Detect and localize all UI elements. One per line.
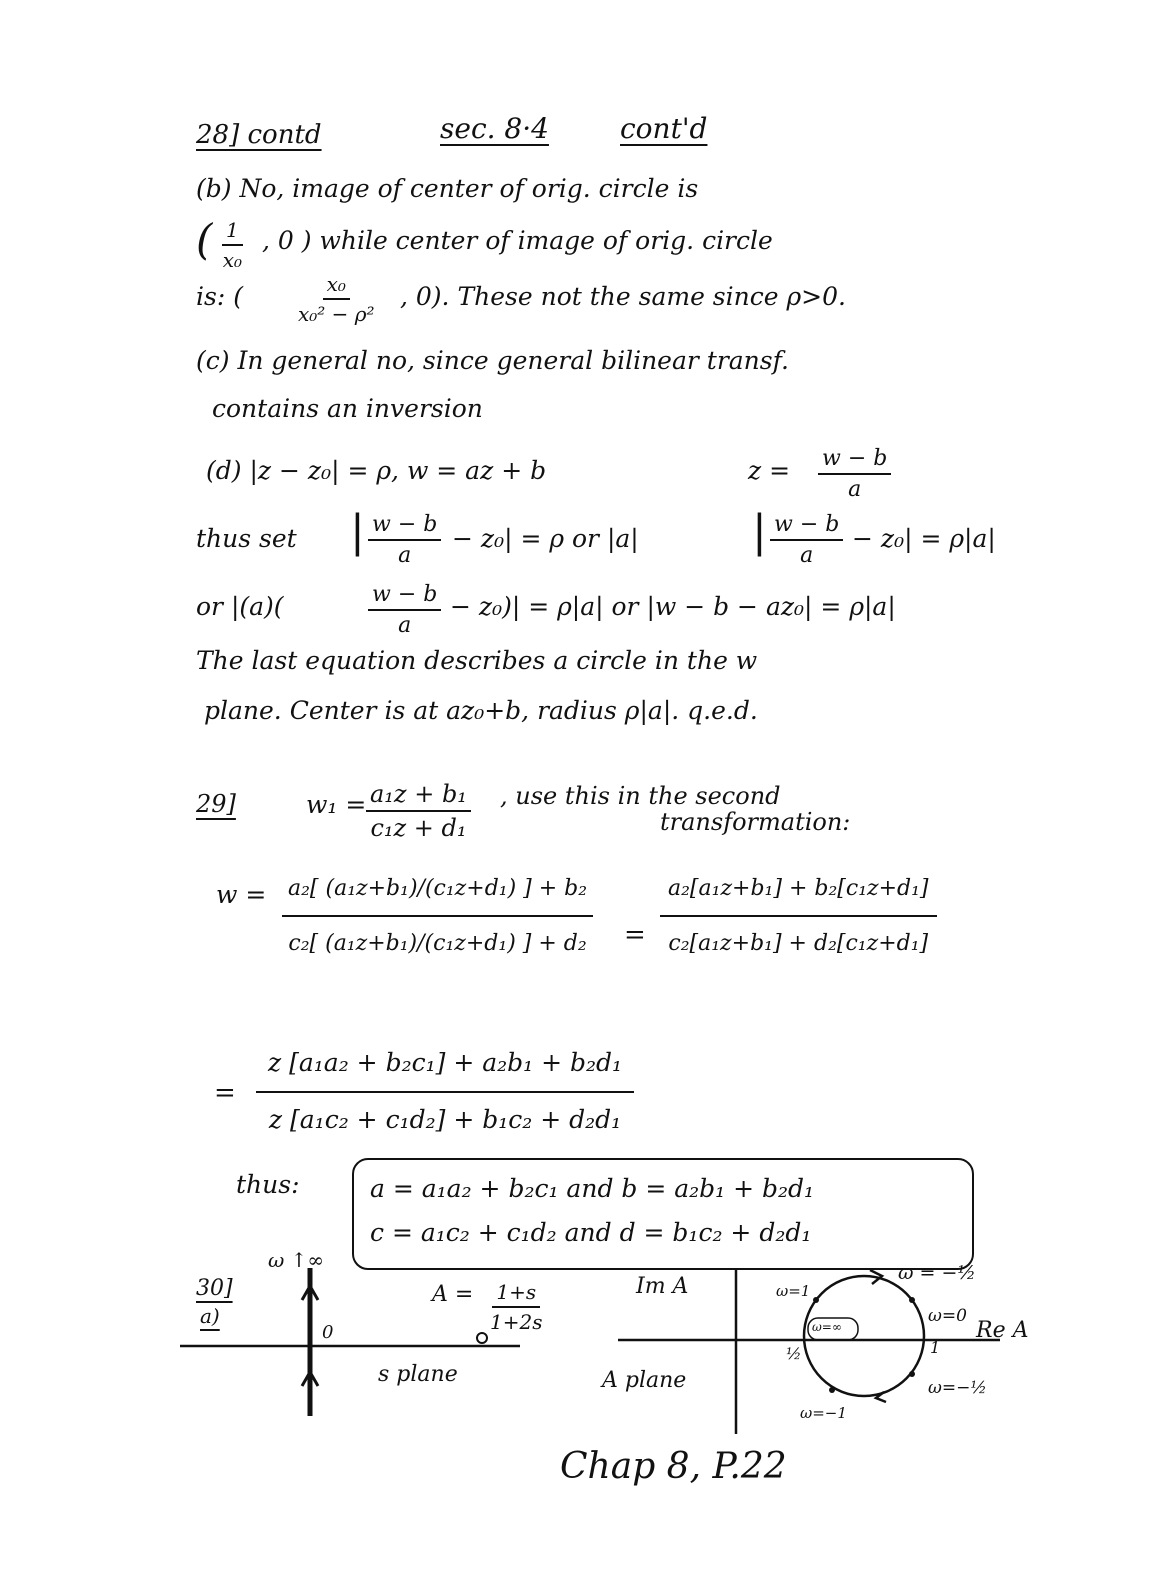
problem-ref-28: 28] contd — [196, 120, 322, 150]
label-w-eq-0: ω=0 — [928, 1306, 967, 1326]
fraction-w-minus-b-over-a-3: $\frac{w - b}{a}$ — [770, 512, 843, 568]
point-w-neg-half — [909, 1371, 915, 1377]
label-w-eq-minus-half: ω = −½ — [898, 1262, 976, 1284]
transfer-fn-fraction: $\frac{1+s}{1+2s}$ — [490, 1280, 543, 1334]
fraction-w1: $\frac{\text{a₁z + b₁}}{\text{c₁z + d₁}}$ — [366, 780, 471, 842]
omega-infinity: ω ↑∞ — [268, 1248, 325, 1272]
part-b-is: is: ( — [196, 282, 243, 311]
a-plane-circle — [804, 1276, 924, 1396]
section-title: sec. 8·4 — [440, 112, 549, 145]
part-d-line3-or: or |(a)( — [196, 592, 284, 621]
part-d-z-eq: z = — [748, 456, 791, 485]
section-contd: cont'd — [620, 112, 708, 145]
point-w1 — [813, 1297, 819, 1303]
part-c-line2: contains an inversion — [212, 394, 483, 423]
page-reference: Chap 8, P.22 — [560, 1446, 787, 1487]
abs-bar-open-2: | — [752, 506, 767, 557]
w1-lhs: w₁ = — [306, 790, 367, 819]
fraction-big-right: $\frac{\text{a₂[a₁z+b₁] + b₂[c₁z+d₁]}}{\text{c₂[a₁z+b₁] + d₂[c₁z+d₁]}}$ — [660, 872, 937, 956]
fraction-w-minus-b-over-a-4: $\frac{w - b}{a}$ — [368, 582, 441, 638]
box-line1: a = a₁a₂ + b₂c₁ and b = a₂b₁ + b₂d₁ — [370, 1174, 815, 1203]
a-plane-label: A plane — [602, 1368, 687, 1393]
box-line2: c = a₁c₂ + c₁d₂ and d = b₁c₂ + d₂d₁ — [370, 1218, 812, 1247]
fraction-w-minus-b-over-a-2: $\frac{w - b}{a}$ — [368, 512, 441, 568]
fraction-x0-over-x0sq-minus-rhosq: $\frac{\text{x₀}}{\text{x₀² − ρ²}}$ — [298, 272, 375, 326]
part-b-line3: , 0). These not the same since ρ>0. — [400, 282, 846, 311]
abs-bar-open-1: | — [350, 506, 365, 557]
label-w-eq-1: ω=1 — [776, 1282, 811, 1300]
part-d-line3-mid: − z₀)| = ρ|a| or |w − b − az₀| = ρ|a| — [450, 592, 896, 621]
part-d-thus-set: thus set — [196, 524, 297, 553]
point-w-half — [909, 1297, 915, 1303]
label-one: 1 — [930, 1338, 941, 1357]
im-a-label: Im A — [636, 1274, 689, 1299]
part-b-line1: (b) No, image of center of orig. circle is — [196, 174, 699, 203]
paren-open: ( — [196, 215, 213, 264]
part-d-line2-end: − z₀| = ρ|a| — [852, 524, 996, 553]
problem-30-sub-a: a) — [200, 1304, 220, 1328]
part-d-line2-mid: − z₀| = ρ or |a| — [452, 524, 639, 553]
w-lhs: w = — [216, 880, 267, 909]
use-this-text-2: transformation: — [660, 808, 851, 836]
part-d-line4: The last equation describes a circle in the w — [196, 646, 758, 675]
label-w-eq-inf: ω=∞ — [812, 1320, 842, 1334]
fraction-big-left: $\frac{\text{a₂[ (a₁z+b₁)/(c₁z+d₁) ] + b₂}}{\text{c₂[ (a₁z+b₁)/(c₁z+d₁) ] + d₂}}$ — [282, 872, 593, 956]
fraction-one-over-x0: $\frac{1}{\text{x₀}}$ — [222, 218, 243, 272]
s-plane-label: s plane — [378, 1362, 458, 1387]
fraction-w-minus-b-over-a: $\frac{w - b}{a}$ — [818, 446, 891, 502]
label-w-eq-neg-half: ω=−½ — [928, 1378, 987, 1398]
problem-ref-29: 29] — [196, 790, 236, 818]
big-equals: = — [624, 920, 646, 950]
part-c-line1: (c) In general no, since general bilinear transf. — [196, 346, 789, 375]
s-plane-origin: 0 — [322, 1322, 334, 1343]
transfer-fn-lhs: A = — [432, 1282, 474, 1307]
label-w-eq-neg1: ω=−1 — [800, 1404, 847, 1422]
part-b-line2: , 0 ) while center of image of orig. circle — [262, 226, 773, 255]
point-w-neg1 — [829, 1387, 835, 1393]
use-this-text: , use this in the second — [500, 782, 781, 810]
part-d-line5: plane. Center is at az₀+b, radius ρ|a|. q.e.d. — [204, 696, 758, 725]
problem-ref-30: 30] — [196, 1276, 233, 1301]
re-a-label: Re A — [976, 1318, 1029, 1343]
s-plane-pole-mark — [477, 1333, 487, 1343]
part-d-line1: (d) |z − z₀| = ρ, w = az + b — [206, 456, 547, 485]
label-half: ½ — [786, 1344, 802, 1363]
thus-label: thus: — [236, 1170, 300, 1199]
fraction-result: $\frac{\text{z [a₁a₂ + b₂c₁] + a₂b₁ + b₂d₁}}{\text{z [a₁c₂ + c₁d₂] + b₁c₂ + d₂d₁}}$ — [256, 1044, 634, 1134]
result-equals: = — [214, 1078, 236, 1108]
